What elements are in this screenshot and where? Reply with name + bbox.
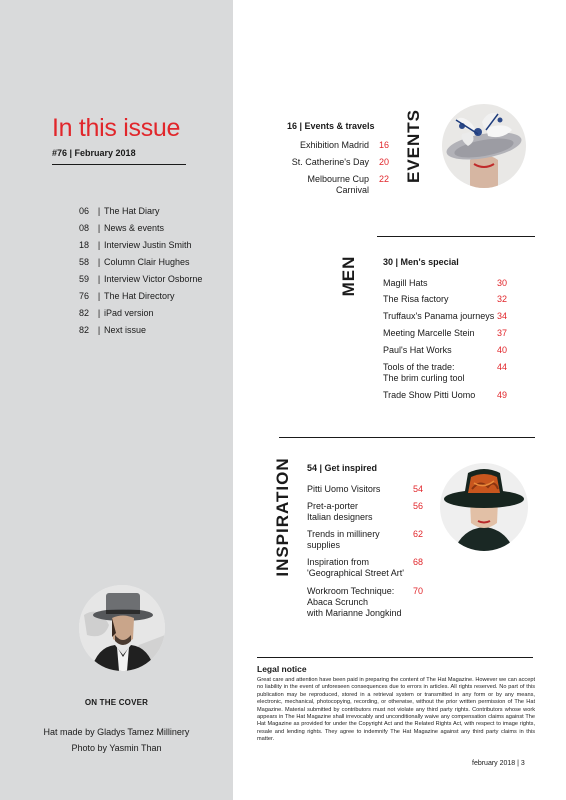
contents-page: 08 [79,223,90,233]
entry-page: 37 [497,328,508,338]
contents-item[interactable] [79,240,229,257]
entry-page: 70 [413,586,424,596]
entry-title: St. Catherine's Day [291,157,369,167]
contents-label: The Hat Directory [104,291,175,301]
contents-item[interactable] [79,206,229,223]
entry-title-line: Abaca Scrunch [307,597,369,607]
entry-title-line: with Marianne Jongkind [307,608,402,618]
floral-hat-image [442,104,526,188]
contents-label: Next issue [104,325,147,335]
entry-title: Trade Show Pitti Uomo [383,390,476,400]
events-entry[interactable] [291,157,390,168]
entry-title-line: Pret-a-porter [307,501,359,511]
inspiration-entry[interactable] [307,484,427,495]
contents-item[interactable] [79,257,229,274]
entry-title-line: Carnival [335,185,369,195]
inspiration-label: INSPIRATION [273,457,292,577]
entry-title-line: Workroom Technique: [307,586,395,596]
legal-heading: Legal notice [257,664,307,674]
entry-page: 40 [497,345,508,355]
men-section-heading: 30 | Men's special [383,257,459,267]
men-entry[interactable] [383,328,511,339]
men-label: MEN [339,255,358,297]
entry-page: 68 [413,557,424,567]
entry-page: 16 [379,140,390,150]
men-entry[interactable] [383,278,511,289]
entry-page: 62 [413,529,424,539]
contents-separator: | [97,291,101,301]
men-entry[interactable] [383,294,511,305]
events-entry[interactable] [307,174,390,196]
contents-page: 82 [79,325,90,335]
entry-page: 49 [497,390,508,400]
entry-title-line: Tools of the trade: [383,362,455,372]
cover-credit-photo: Photo by Yasmin Than [71,743,162,753]
entry-page: 56 [413,501,424,511]
inspiration-entry[interactable] [307,501,427,523]
events-label: EVENTS [404,108,423,183]
issue-number: #76 | February 2018 [52,148,136,158]
events-section-heading: 16 | Events & travels [287,121,375,131]
entry-title-line: 'Geographical Street Art' [307,568,404,578]
entry-page: 44 [497,362,508,372]
inspiration-section-heading: 54 | Get inspired [307,463,378,473]
cover-man-image [79,585,165,671]
page-title: In this issue [52,114,181,142]
entry-page: 34 [497,311,508,321]
contents-label: News & events [104,223,165,233]
entry-page: 20 [379,157,390,167]
entry-title-line: Inspiration from [307,557,370,567]
contents-item[interactable] [79,223,229,240]
entry-page: 32 [497,294,508,304]
contents-separator: | [97,274,101,284]
entry-page: 22 [379,174,390,184]
contents-item[interactable] [79,308,229,325]
contents-separator: | [97,325,101,335]
entry-title-line: supplies [307,540,341,550]
inspiration-divider [279,437,535,438]
contents-item[interactable] [79,291,229,308]
entry-title: Pitti Uomo Visitors [307,484,381,494]
orange-hat-image [440,463,528,551]
cover-heading: ON THE COVER [84,698,149,707]
legal-text: Great care and attention have been paid in preparing the content of The Hat Magazine. However we can accept no liability in the event of unforeseen consequences due to errors in articles. All rights reserved. No part of this publication may be reproduced, stored in a retrieval system or transmitted in any form or by any means, electronic, mechanical, photocopying, recording, or otherwise, without the prior written permission of The Hat Magazine. Material submitted by contributors must not violate any third party rights. Contributors whose work appears in The Hat Magazine shall irrevocably and unconditionally waive any compensation claims against The Hat Magazine as provided for under the Copyright Act and the Related Rights Act, with respect to image rights, resale and lending rights. They agree to indemnify The Hat Magazine against any third party claims in this matter. [257,677,535,743]
contents-page: 58 [79,257,90,267]
contents-separator: | [97,308,101,318]
entry-page: 54 [413,484,424,494]
contents-separator: | [97,206,101,216]
legal-divider [257,657,533,658]
contents-item[interactable] [79,274,229,291]
contents-page: 82 [79,308,90,318]
entry-page: 30 [497,278,508,288]
cover-photo [79,585,165,671]
events-entry[interactable] [299,140,390,151]
contents-label: Interview Victor Osborne [104,274,203,284]
entry-title: The Risa factory [383,294,449,304]
entry-title: Exhibition Madrid [299,140,369,150]
inspiration-entry[interactable] [307,586,427,619]
men-entry[interactable] [383,345,511,356]
contents-separator: | [97,257,101,267]
contents-item[interactable] [79,325,229,342]
contents-label: iPad version [104,308,154,318]
men-entry[interactable] [383,362,511,384]
events-photo [442,104,526,188]
entry-title-line: Trends in millinery [307,529,380,539]
contents-page: 18 [79,240,90,250]
men-divider [377,236,535,237]
contents-label: Column Clair Hughes [104,257,190,267]
contents-separator: | [97,240,101,250]
contents-page: 59 [79,274,90,284]
contents-label: Interview Justin Smith [104,240,192,250]
entry-title: Truffaux's Panama journeys [383,311,495,321]
title-divider [52,164,186,165]
men-entry[interactable] [383,311,511,322]
entry-title: Meeting Marcelle Stein [383,328,475,338]
entry-title-line: Italian designers [307,512,373,522]
page-footer: february 2018 | 3 [472,760,525,767]
contents-separator: | [97,223,101,233]
entry-title: Paul's Hat Works [383,345,452,355]
sidebar [0,0,233,800]
cover-credit-hat: Hat made by Gladys Tamez Millinery [43,727,190,737]
inspiration-entry[interactable] [307,557,427,579]
inspiration-photo [440,463,528,551]
contents-page: 06 [79,206,90,216]
entry-title-line: The brim curling tool [383,373,465,383]
contents-label: The Hat Diary [104,206,160,216]
contents-page: 76 [79,291,90,301]
entry-title-line: Melbourne Cup [307,174,369,184]
inspiration-entry[interactable] [307,529,427,551]
entry-title: Magill Hats [383,278,428,288]
men-entry[interactable] [383,390,511,401]
contents-list [79,206,229,342]
